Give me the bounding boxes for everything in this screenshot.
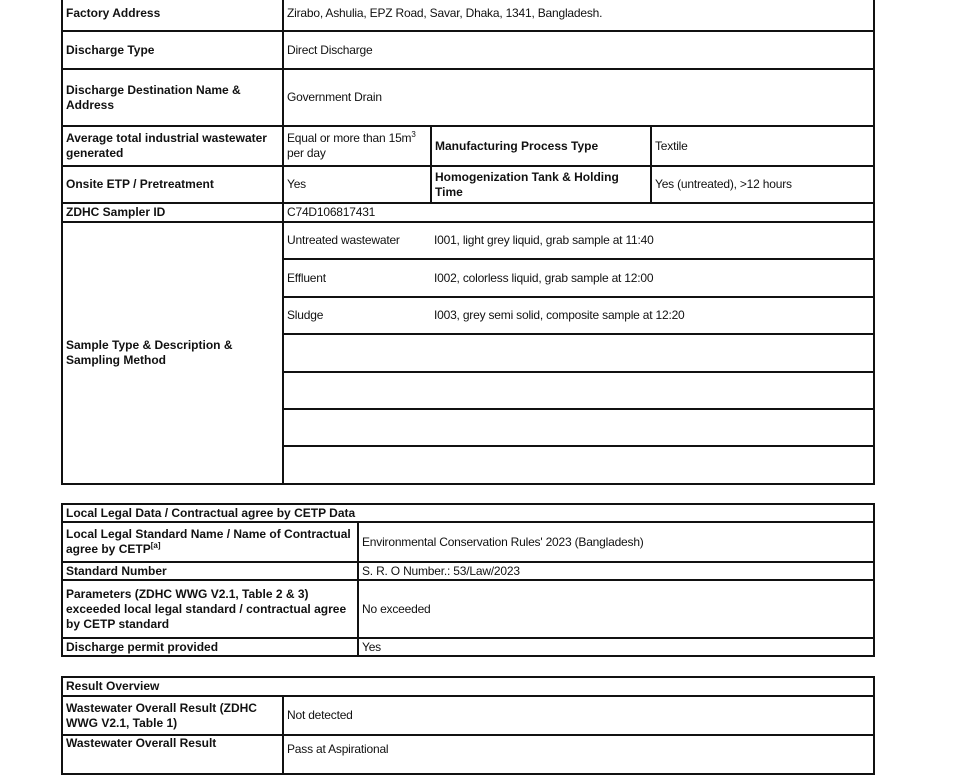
table-row [62, 735, 874, 774]
sample-type: Effluent [283, 259, 431, 297]
standard-number-value: S. R. O Number.: 53/Law/2023 [358, 562, 874, 580]
discharge-permit-label: Discharge permit provided [62, 638, 358, 656]
onsite-etp-value: Yes [283, 166, 431, 203]
params-exceeded-value: No exceeded [358, 580, 874, 638]
result-overview-header: Result Overview [62, 677, 874, 696]
table-row [62, 222, 874, 259]
factory-info-table [61, 0, 875, 485]
table-row [62, 677, 874, 696]
local-legal-table [61, 503, 875, 657]
sample-type: Untreated wastewater [283, 222, 431, 259]
standard-number-label: Standard Number [62, 562, 358, 580]
sample-type: Sludge [283, 297, 431, 334]
factory-address-label: Factory Address [62, 0, 283, 31]
onsite-etp-label: Onsite ETP / Pretreatment [62, 166, 283, 203]
standard-name-label: Local Legal Standard Name / Name of Contractual agree by CETP[a] [62, 522, 358, 562]
empty-sample-row [283, 446, 874, 484]
table-row [62, 522, 874, 562]
avg-wastewater-value: Equal or more than $15m^3$ per day [283, 126, 431, 166]
table-row [62, 0, 874, 31]
table-row [62, 562, 874, 580]
discharge-destination-value: Government Drain [283, 69, 874, 126]
discharge-destination-label: Discharge Destination Name & Address [62, 69, 283, 126]
mfg-process-value: Textile [651, 126, 874, 166]
table-row [62, 504, 874, 522]
table-row [62, 69, 874, 126]
empty-sample-row [283, 409, 874, 446]
local-legal-header: Local Legal Data / Contractual agree by CETP Data [62, 504, 874, 522]
table-row [62, 203, 874, 222]
sampler-id-value: C74D106817431 [283, 203, 874, 222]
overall-result-value: Not detected [283, 696, 874, 735]
discharge-type-label: Discharge Type [62, 31, 283, 69]
table-row [62, 696, 874, 735]
standard-name-value: Environmental Conservation Rules' 2023 (Bangladesh) [358, 522, 874, 562]
sample-description: I001, light grey liquid, grab sample at 11:40 [431, 222, 874, 259]
table-row [62, 166, 874, 203]
overall-result-label: Wastewater Overall Result (ZDHC WWG V2.1, Table 1) [62, 696, 283, 735]
table-row [62, 31, 874, 69]
table-row [62, 126, 874, 166]
overall-result-2-value: Pass at Aspirational [283, 735, 874, 774]
homogenization-value: Yes (untreated), >12 hours [651, 166, 874, 203]
empty-sample-row [283, 334, 874, 372]
discharge-permit-value: Yes [358, 638, 874, 656]
sample-type-label: Sample Type & Description & Sampling Method [62, 222, 283, 484]
overall-result-2-label: Wastewater Overall Result [62, 735, 283, 774]
sampler-id-label: ZDHC Sampler ID [62, 203, 283, 222]
sample-description: I002, colorless liquid, grab sample at 12:00 [431, 259, 874, 297]
mfg-process-label: Manufacturing Process Type [431, 126, 651, 166]
empty-sample-row [283, 372, 874, 409]
avg-wastewater-label: Average total industrial wastewater generated [62, 126, 283, 166]
sample-description: I003, grey semi solid, composite sample at 12:20 [431, 297, 874, 334]
result-overview-table [61, 676, 875, 775]
params-exceeded-label: Parameters (ZDHC WWG V2.1, Table 2 & 3) exceeded local legal standard / contractual agree by CETP standard [62, 580, 358, 638]
discharge-type-value: Direct Discharge [283, 31, 874, 69]
factory-address-value: Zirabo, Ashulia, EPZ Road, Savar, Dhaka, 1341, Bangladesh. [283, 0, 874, 31]
homogenization-label: Homogenization Tank & Holding Time [431, 166, 651, 203]
table-row [62, 580, 874, 638]
table-row [62, 638, 874, 656]
